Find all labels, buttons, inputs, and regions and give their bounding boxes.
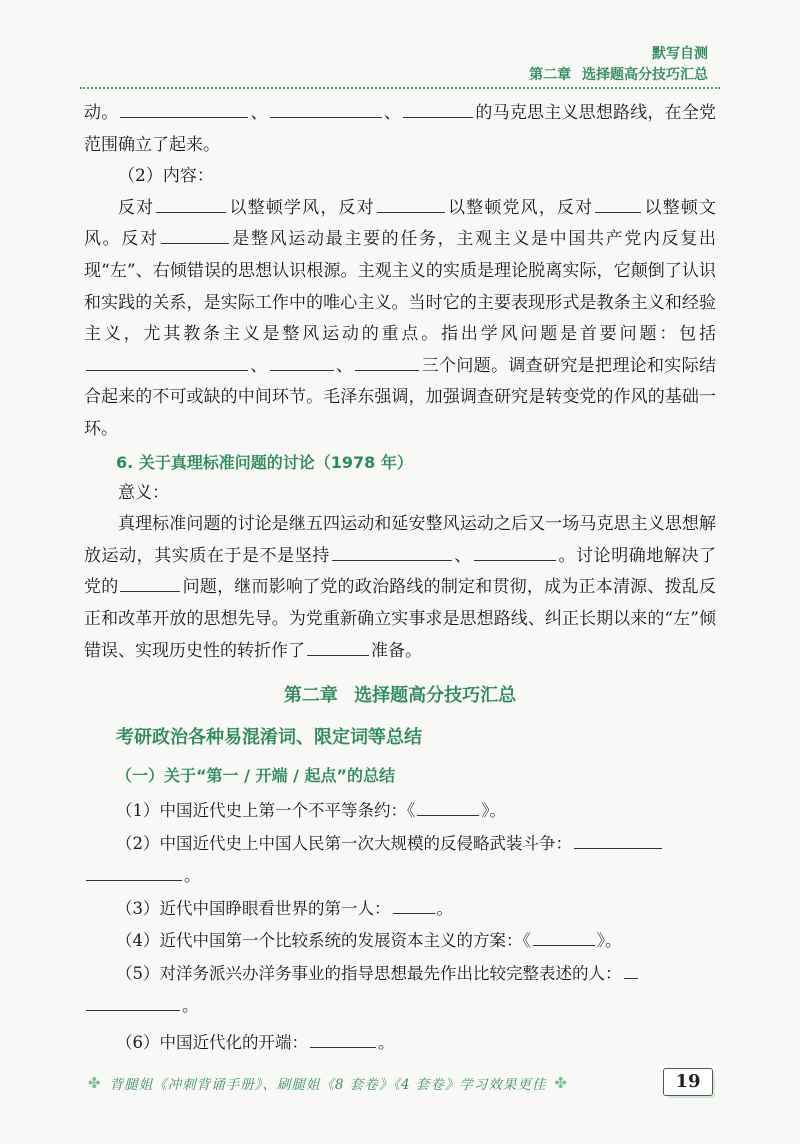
- text: 是整风运动最主要的任务，主观主义是中国共产党内反复出现“左”、右倾错误的思想认识根源。主观主义的实质是理论脱离实际，它颠倒了认识和实践的关系，是实际工作中的唯心主义。当时它的主要表现形式是教条主义和经验主义，尤其教条主义是整风运动的重点。指出学风问题是首要问题：包括: [84, 229, 717, 345]
- chapter-title: 第二章 选择题高分技巧汇总: [283, 685, 517, 707]
- fill-blank[interactable]: [533, 944, 595, 946]
- text: 以整顿党风，反对: [446, 197, 594, 218]
- fill-blank[interactable]: [377, 211, 445, 213]
- fill-blank[interactable]: [417, 814, 479, 816]
- question-5-continuation: [84, 990, 716, 1023]
- fill-blank[interactable]: [270, 369, 334, 371]
- page-number: 19: [663, 1068, 713, 1096]
- text: 。讨论明确地解决了党的: [84, 545, 717, 598]
- text: 、: [250, 355, 268, 376]
- footer-text: 背腿姐《冲刺背诵手册》、刷腿姐《8 套卷》《4 套卷》学习效果更佳: [109, 1077, 547, 1093]
- question-2: [84, 828, 716, 861]
- fill-blank[interactable]: [86, 879, 182, 881]
- fill-blank[interactable]: [270, 116, 382, 118]
- fill-blank[interactable]: [574, 847, 662, 849]
- question-text: （2）中国近代史上中国人民第一次大规模的反侵略武装斗争：: [116, 833, 572, 853]
- header-label: 默写自测: [652, 46, 708, 62]
- fill-blank[interactable]: [307, 654, 369, 656]
- question-text: （5）对洋务派兴办洋务事业的指导思想最先作出比较完整表述的人：: [116, 963, 622, 983]
- text: 问题，继而影响了党的政治路线的制定和贯彻，成为正本清源、拨乱反正和改革开放的思想先导。为党重新确立实事求是思想路线、纠正长期以来的“左”倾错误、实现历史性的转折作了: [84, 577, 717, 661]
- text: 、: [250, 103, 268, 123]
- question-text: 。: [378, 1032, 395, 1052]
- fill-blank[interactable]: [120, 590, 180, 592]
- content-label: （2）内容：: [118, 166, 214, 187]
- text: 三个问题。调查研究是把理论和实际结合起来的不可或缺的中间环节。毛泽东强调，加强调查研究是转变党的作风的基础一环。: [84, 355, 717, 439]
- question-text: 》。: [596, 931, 622, 951]
- question-3: [84, 893, 716, 926]
- clover-icon: ✤: [88, 1074, 102, 1092]
- question-text: 。: [436, 898, 453, 918]
- running-header: [529, 44, 708, 85]
- question-6: [84, 1027, 716, 1060]
- paragraph-content: [84, 193, 716, 446]
- text: 、: [335, 355, 354, 376]
- question-text: 。: [184, 866, 201, 886]
- text: 以整顿文风。反对: [84, 197, 717, 250]
- text: 真理标准问题的讨论是继五四运动和延安整风运动之后又一场马克思主义思想解放运动，其实质在于是不是坚持: [84, 514, 716, 566]
- subtopic-title: （一）关于“第一 / 开端 / 起点”的总结: [116, 766, 396, 786]
- clover-icon: ✤: [554, 1074, 568, 1092]
- topic-title: 考研政治各种易混淆词、限定词等总结: [116, 727, 422, 749]
- paragraph-line-continuation: [84, 98, 716, 161]
- header-dotted-rule: [80, 87, 720, 89]
- text: 的马克思主义思想路线，在全党范围确立了起来。: [84, 103, 717, 155]
- question-text: （3）近代中国睁眼看世界的第一人：: [116, 898, 391, 918]
- question-text: （6）中国近代化的开端：: [116, 1032, 308, 1052]
- fill-blank[interactable]: [161, 242, 229, 244]
- question-text: 》。: [481, 801, 506, 821]
- question-1: [84, 795, 716, 828]
- meaning-label: 意义：: [118, 482, 169, 503]
- question-text: （4）近代中国第一个比较系统的发展资本主义的方案：《: [116, 931, 531, 951]
- fill-blank[interactable]: [403, 116, 473, 118]
- question-2-continuation: [84, 860, 716, 893]
- text: 反对: [118, 197, 155, 218]
- text: 、: [383, 103, 402, 123]
- fill-blank[interactable]: [120, 116, 248, 118]
- paragraph-meaning: [84, 509, 716, 667]
- fill-blank[interactable]: [393, 912, 435, 914]
- header-chapter-title: 第二章 选择题高分技巧汇总: [529, 67, 708, 83]
- fill-blank[interactable]: [595, 211, 641, 213]
- text: 、: [453, 545, 472, 566]
- fill-blank[interactable]: [474, 559, 556, 561]
- fill-blank[interactable]: [332, 559, 452, 561]
- fill-blank[interactable]: [310, 1046, 376, 1048]
- text: 以整顿学风，反对: [228, 197, 375, 218]
- section-6-title: 6. 关于真理标准问题的讨论（1978 年）: [116, 452, 413, 472]
- page-content: [84, 98, 716, 1059]
- footer-promo: [88, 1073, 568, 1093]
- fill-blank[interactable]: [624, 977, 638, 979]
- text: 动。: [84, 103, 119, 123]
- question-5: [84, 958, 716, 991]
- fill-blank[interactable]: [86, 369, 248, 371]
- fill-blank[interactable]: [355, 369, 419, 371]
- text: 准备。: [371, 640, 422, 661]
- fill-blank[interactable]: [156, 211, 226, 213]
- fill-blank[interactable]: [86, 1009, 180, 1011]
- question-text: （1）中国近代史上第一个不平等条约：《: [116, 801, 416, 821]
- question-4: [84, 925, 716, 958]
- question-text: 。: [182, 996, 199, 1016]
